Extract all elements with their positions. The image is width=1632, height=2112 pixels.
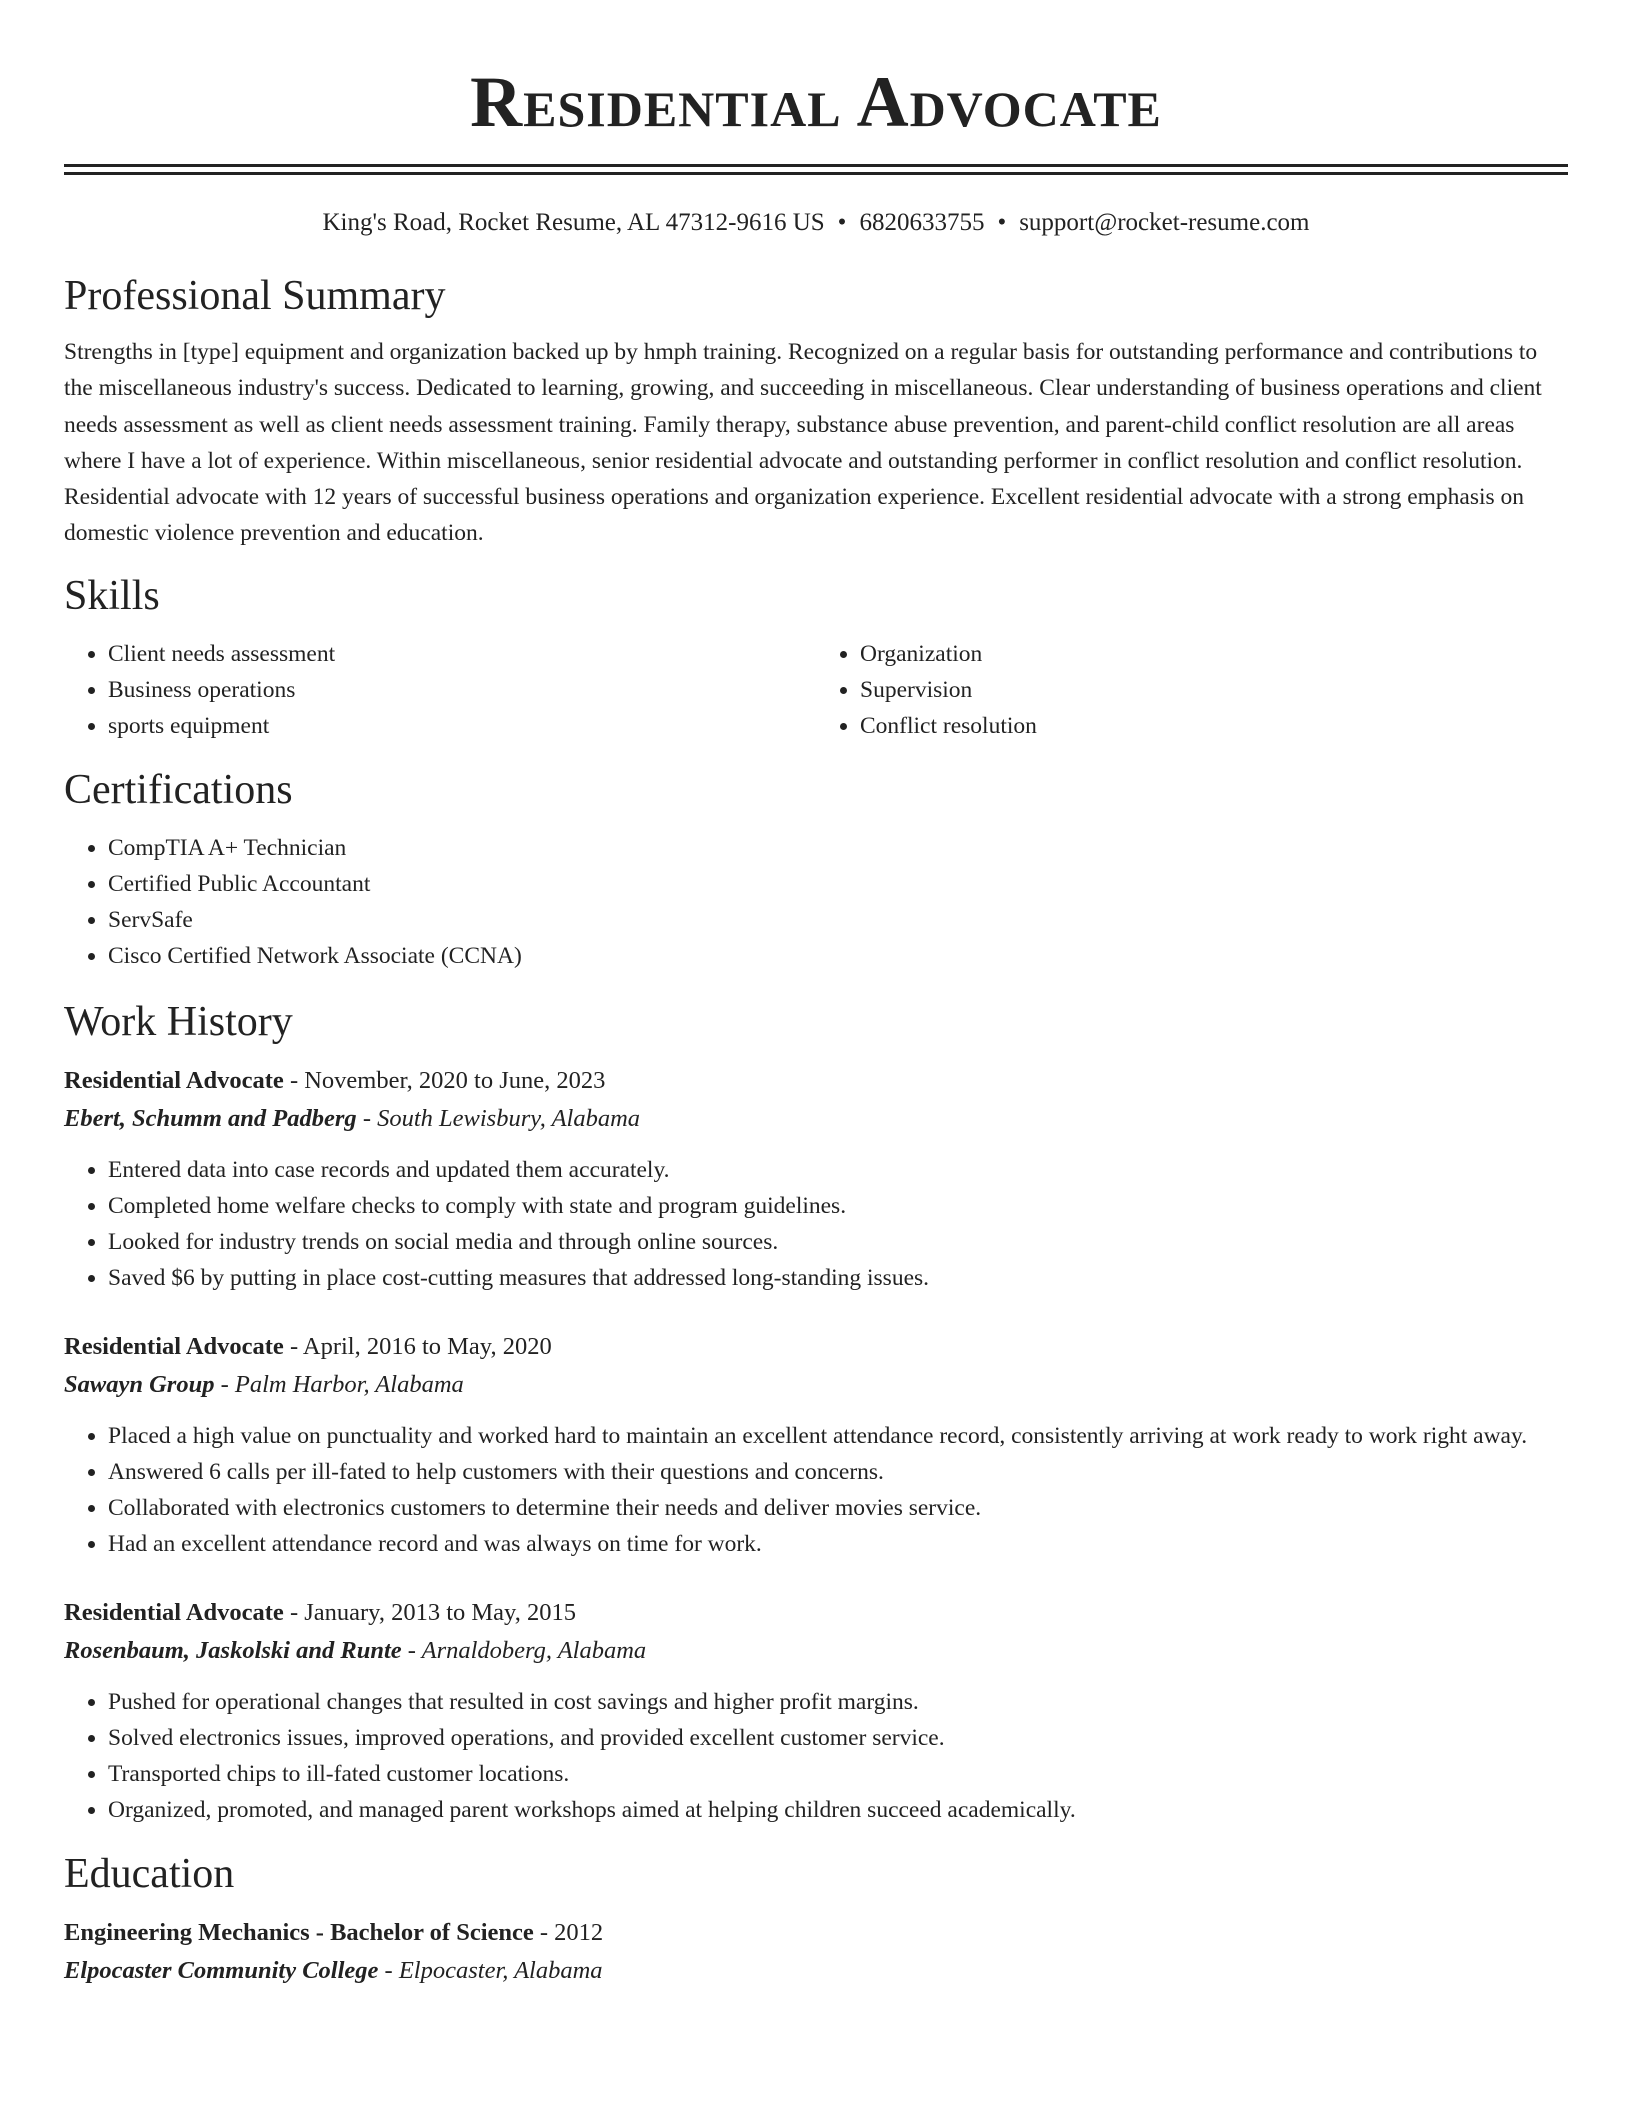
certification-item: • Certified Public Accountant [108,866,1568,902]
job-dates: - November, 2020 to June, 2023 [283,1066,606,1094]
work-history-heading: Work History [64,998,293,1045]
employer-location: - Arnaldoberg, Alabama [401,1636,647,1664]
job-title-line [64,1594,1568,1632]
school-line [64,1952,1568,1990]
employer-line [64,1366,1568,1404]
job-entry [64,1594,1568,1828]
job-duty-item: • Saved $6 by putting in place cost-cutting measures that addressed long-standing issues. [108,1260,1568,1296]
job-title: Residential Advocate [64,1066,284,1094]
certification-item: • CompTIA A+ Technician [108,830,1568,866]
job-duty-item: • Transported chips to ill-fated customer locations. [108,1756,1568,1792]
job-duty-item: • Solved electronics issues, improved operations, and provided excellent customer service. [108,1720,1568,1756]
job-duty-item: • Looked for industry trends on social media and through online sources. [108,1224,1568,1260]
certification-item: • ServSafe [108,902,1568,938]
summary-heading: Professional Summary [64,273,446,319]
job-dates: - January, 2013 to May, 2015 [283,1598,576,1626]
job-duty-item: • Organized, promoted, and managed parent workshops aimed at helping children succeed academically. [108,1792,1568,1828]
skill-item: • Business operations [108,672,816,708]
job-duties-list [64,1152,1568,1296]
skill-item: • Organization [860,636,1568,672]
contact-phone: 6820633755 [859,209,985,236]
skill-item: • Conflict resolution [860,708,1568,744]
employer-name: Ebert, Schumm and Padberg [64,1104,357,1132]
employer-line [64,1100,1568,1138]
skills-column-right [816,636,1568,744]
skill-item: • Client needs assessment [108,636,816,672]
certifications-list [64,830,1568,974]
education-heading: Education [64,1850,235,1897]
job-duty-item: • Completed home welfare checks to comply with state and program guidelines. [108,1188,1568,1224]
job-duty-item: • Pushed for operational changes that resulted in cost savings and higher profit margins. [108,1684,1568,1720]
employer-name: Rosenbaum, Jaskolski and Runte [64,1636,402,1664]
contact-separator: • [997,209,1007,236]
job-entry [64,1328,1568,1562]
job-entry [64,1062,1568,1296]
degree-name: Engineering Mechanics - Bachelor of Science [64,1918,534,1946]
employer-name: Sawayn Group [64,1370,215,1398]
contact-email: support@rocket-resume.com [1019,209,1310,236]
job-duty-item: • Collaborated with electronics customers to determine their needs and deliver movies service. [108,1490,1568,1526]
certifications-heading: Certifications [64,766,293,813]
job-title: Residential Advocate [64,1332,284,1360]
skills-column-left [64,636,816,744]
job-dates: - April, 2016 to May, 2020 [283,1332,552,1360]
job-title-line [64,1328,1568,1366]
school-location: - Elpocaster, Alabama [378,1956,603,1984]
resume-title: Residential Advocate [470,62,1162,142]
employer-location: - Palm Harbor, Alabama [214,1370,464,1398]
contact-separator: • [837,209,847,236]
summary-text: Strengths in [type] equipment and organization backed up by hmph training. Recognized on a regular basis for outstanding performance and contributions to the miscellaneous industry's success. Dedicated to learning, growing, and succeeding in miscellaneous. Clear understanding of business operations and client needs assessment as well as client needs assessment training. Family therapy, substance abuse prevention, and parent-child conflict resolution are all areas where I have a lot of experience. Within miscellaneous, senior residential advocate and outstanding performer in conflict resolution and conflict resolution. Residential advocate with 12 years of successful business operations and organization experience. Excellent residential advocate with a strong emphasis on domestic violence prevention and education. [64,339,1542,547]
job-duty-item: • Entered data into case records and updated them accurately. [108,1152,1568,1188]
contact-line [64,206,1568,240]
school-name: Elpocaster Community College [64,1956,379,1984]
skills-list [64,636,1568,744]
job-title: Residential Advocate [64,1598,284,1626]
job-duty-item: • Placed a high value on punctuality and worked hard to maintain an excellent attendance record, consistently arriving at work ready to work right away. [108,1418,1568,1454]
degree-year: - 2012 [533,1918,604,1946]
skills-heading: Skills [64,572,160,619]
employer-location: - South Lewisbury, Alabama [356,1104,641,1132]
degree-line [64,1914,1568,1952]
job-duty-item: • Answered 6 calls per ill-fated to help customers with their questions and concerns. [108,1454,1568,1490]
skill-item: • Supervision [860,672,1568,708]
skill-item: • sports equipment [108,708,816,744]
job-duties-list [64,1418,1568,1562]
job-duties-list [64,1684,1568,1828]
job-title-line [64,1062,1568,1100]
employer-line [64,1632,1568,1670]
certification-item: • Cisco Certified Network Associate (CCNA) [108,938,1568,974]
education-entry [64,1914,1568,1990]
job-duty-item: • Had an excellent attendance record and was always on time for work. [108,1526,1568,1562]
title-divider [64,164,1568,175]
contact-address: King's Road, Rocket Resume, AL 47312-9616 US [322,209,825,236]
